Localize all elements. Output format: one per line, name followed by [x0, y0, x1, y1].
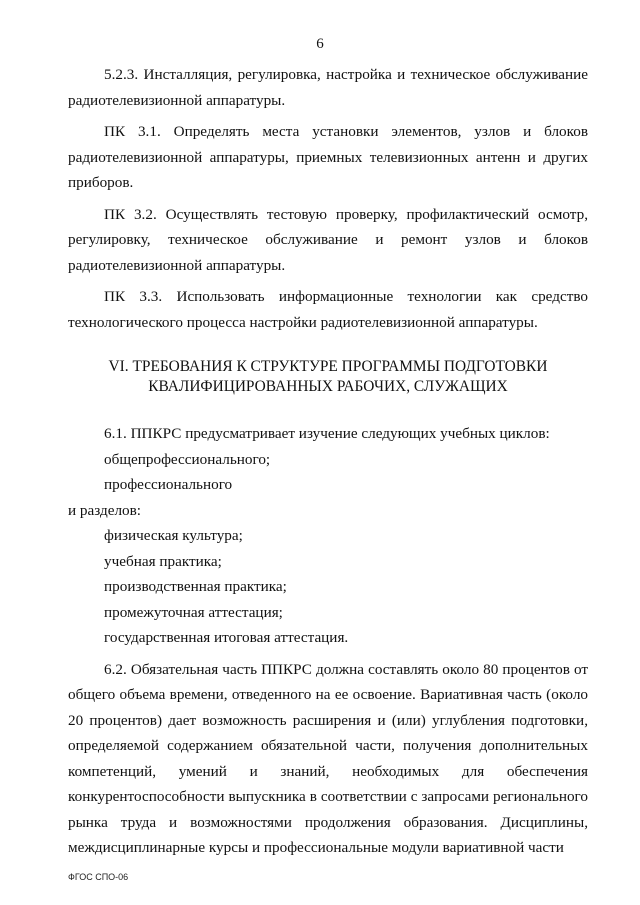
section-item-production-practice: производственная практика; — [104, 578, 287, 595]
section-heading-line-1: VI. ТРЕБОВАНИЯ К СТРУКТУРЕ ПРОГРАММЫ ПОДГОТОВКИ — [108, 358, 548, 375]
paragraph-pk-3-2: ПК 3.2. Осуществлять тестовую проверку, профилактический осмотр, регулировку, техническое обслуживание и ремонт узлов и блоков радиотелевизионной аппаратуры. — [68, 205, 588, 274]
page-number: 6 — [316, 36, 324, 52]
section-heading-line-2: КВАЛИФИЦИРОВАННЫХ РАБОЧИХ, СЛУЖАЩИХ — [148, 378, 508, 395]
sections-intro: и разделов: — [68, 501, 142, 519]
section-item-final-attestation: государственная итоговая аттестация. — [104, 629, 349, 646]
paragraph-5-2-3: 5.2.3. Инсталляция, регулировка, настройка и техническое обслуживание радиотелевизионной аппаратуры. — [68, 66, 588, 109]
footer-label: ФГОС СПО-06 — [68, 872, 129, 882]
paragraph-pk-3-1: ПК 3.1. Определять места установки элементов, узлов и блоков радиотелевизионной аппаратуры, приемных телевизионных антенн и других приборов. — [68, 123, 588, 191]
section-heading — [68, 357, 588, 397]
section-item-physical-culture: физическая культура; — [104, 527, 243, 544]
cycle-item-professional: профессионального — [104, 476, 233, 493]
paragraph-6-2: 6.2. Обязательная часть ППКРС должна составлять около 80 процентов от общего объема времени, отведенного на ее освоение. Вариативная часть (около 20 процентов) дает возможность расширения и (или) углубления подготовки, определяемой содержанием обязательной части, получения дополнительных компетенций, умений и знаний, необходимых для обеспечения конкурентоспособности выпускника в соответствии с запросами регионального рынка труда и возможностями продолжения образования. Дисциплины, междисциплинарные курсы и профессиональные модули вариативной части — [68, 660, 588, 856]
section-item-training-practice: учебная практика; — [104, 552, 222, 570]
section-item-intermediate-attestation: промежуточная аттестация; — [104, 603, 283, 621]
paragraph-pk-3-3: ПК 3.3. Использовать информационные технологии как средство технологического процесса настройки радиотелевизионной аппаратуры. — [68, 288, 588, 331]
cycles-intro: 6.1. ППКРС предусматривает изучение следующих учебных циклов: — [104, 425, 550, 442]
cycle-item-general: общепрофессионального; — [104, 450, 271, 468]
document-body — [68, 62, 588, 861]
